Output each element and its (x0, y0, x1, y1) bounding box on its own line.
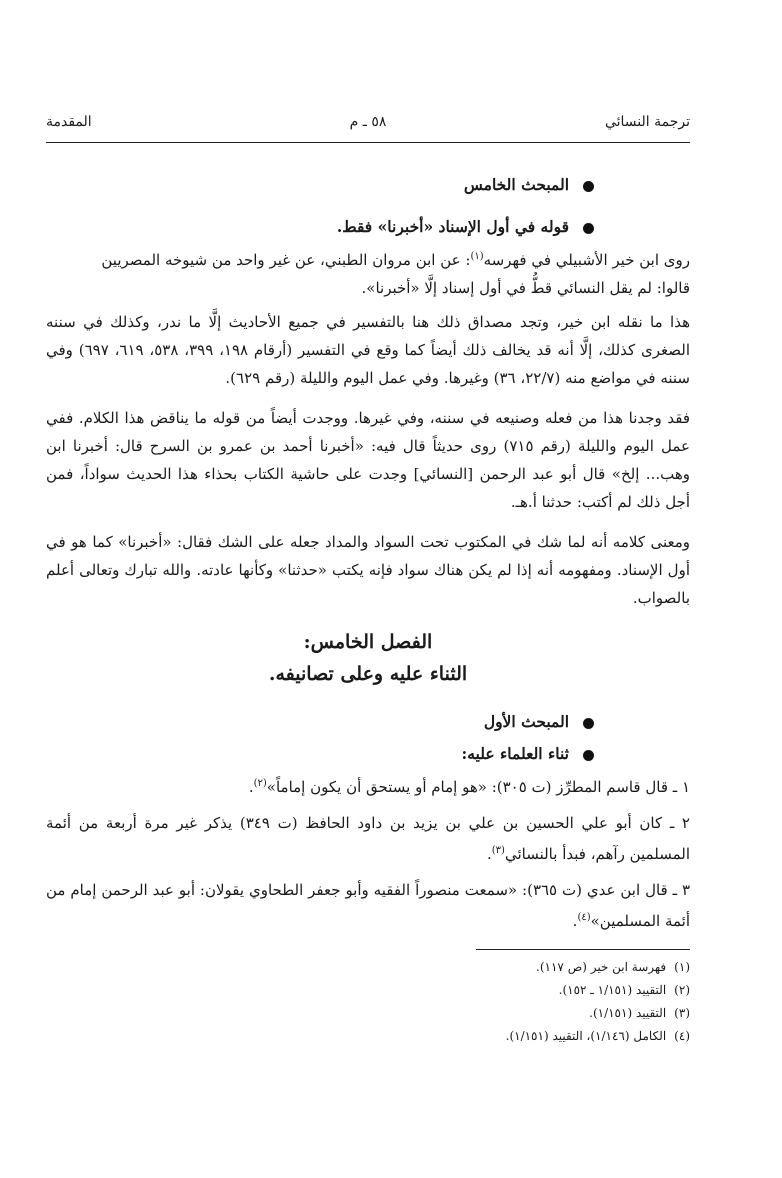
footnote-text: التقييد (١/١٥١). (589, 1006, 667, 1020)
list-item-text: ٢ ـ كان أبو علي الحسين بن علي بن يزيد بن داود الحافظ (ت ٣٤٩) يذكر غير مرة أربعة من أئمة المسلمين رآهم، فبدأ بالنسائي (46, 814, 690, 863)
footnote-text: فهرسة ابن خير (ص ١١٧). (536, 960, 667, 974)
paragraph-4: ومعنى كلامه أنه لما شك في المكتوب تحت السواد والمداد جعله على الشك فقال: «أخبرنا» كما هو في أول الإسناد. ومفهومه أنه إذا لم يكن هناك سواد فإنه يكتب «حدثنا» وكأنها عادته. والله تبارك وتعالى أعلم بالصواب. (46, 533, 690, 607)
bullet-icon (583, 750, 594, 761)
footnote-item (46, 1002, 690, 1025)
paragraph-3: فقد وجدنا هذا من فعله وصنيعه في سننه، وفي غيرها. ووجدت أيضاً من قوله ما يناقض هذا الكلام. ففي عمل اليوم والليلة (رقم ٧١٥) روى حديثاً قال فيه: «أخبرنا أحمد بن عمرو بن السرح قال: أخبرنا ابن وهب... إلخ» قال أبو عبد الرحمن [النسائي] وجدت على حاشية الكتاب بحذاء هذا الحديث سواداً، فمن أجل ذلك لم أكتب: حدثنا أ.هـ. (46, 409, 690, 511)
paragraph-1-text-b: : عن ابن مروان الطبني، عن غير واحد من شيوخه المصريين (101, 251, 471, 269)
book-page (46, 112, 690, 1072)
footnote-item (46, 1025, 690, 1048)
footnote-ref-4[interactable]: (٤) (577, 912, 591, 923)
footnote-number: (١) (674, 960, 690, 974)
chapter-subtitle: الثناء عليه وعلى تصانيفه. (268, 663, 468, 685)
header-book-title: ترجمة النسائي (604, 114, 690, 130)
footnote-ref-3[interactable]: (٣) (491, 845, 505, 856)
paragraph-1-text-a: روى ابن خير الأشبيلي في فهرسه (483, 251, 690, 269)
footnote-text: التقييد (١/١٥١ ـ ١٥٢). (558, 983, 667, 997)
bullet-icon (583, 718, 594, 729)
footnote-ref-2[interactable]: (٢) (253, 778, 267, 789)
footnote-number: (٤) (674, 1029, 690, 1043)
subsection-heading (46, 742, 690, 766)
list-item: ١ ـ قال قاسم المطرِّز (ت ٣٠٥): «هو إمام أو يستحق أن يكون إماماً»$^{(٢)}$. (248, 778, 690, 796)
section-heading (46, 710, 690, 734)
footnote-divider (476, 949, 690, 950)
section-heading-text: المبحث الأول (483, 712, 569, 731)
paragraph-2: هذا ما نقله ابن خير، وتجد مصداق ذلك هنا بالتفسير في جميع الأحاديث إلَّا ما ندر، وكذلك في سننه الصغرى كذلك، إلَّا أنه قد يخالف ذلك أيضاً كما وقع في التفسير (أرقام ١٩٨، ٣٩٩، ٥٣٨، ٦١٩، ٦٩٧) وفي سننه في مواضع منه (٢٢/٧، ٣٦) وغيرها. وفي عمل اليوم والليلة (رقم ٦٢٩). (46, 313, 690, 387)
header-section-title: المقدمة (46, 114, 92, 130)
header-page-number: ٥٨ ـ م (349, 114, 387, 130)
footnote-number: (٣) (674, 1006, 690, 1020)
subsection-heading-text: ثناء العلماء عليه: (461, 744, 569, 763)
paragraph-1 (46, 243, 690, 302)
footnote-number: (٢) (674, 983, 690, 997)
list-item: ٢ ـ كان أبو علي الحسين بن علي بن يزيد بن داود الحافظ (ت ٣٤٩) يذكر غير مرة أربعة من أئمة المسلمين رآهم، فبدأ بالنسائي$^{(٣)}$. (46, 814, 690, 863)
paragraph-1-text-c: قالوا: لم يقل النسائي قطُّ في أول إسناد إلَّا «أخبرنا». (361, 279, 690, 297)
chapter-title: الفصل الخامس: (303, 631, 433, 653)
running-header (46, 112, 690, 143)
footnote-text: الكامل (١/١٤٦)، التقييد (١/١٥١). (505, 1029, 667, 1043)
bullet-icon (583, 181, 594, 192)
section-heading-text: المبحث الخامس (463, 175, 569, 194)
section-heading (46, 173, 690, 197)
list-item-text: ١ ـ قال قاسم المطرِّز (ت ٣٠٥): «هو إمام أو يستحق أن يكون إماماً» (266, 778, 690, 796)
footnote-item (46, 979, 690, 1002)
footnote-ref-1[interactable]: (١) (470, 251, 484, 262)
list-item: ٣ ـ قال ابن عدي (ت ٣٦٥): «سمعت منصوراً الفقيه وأبو جعفر الطحاوي يقولان: أبو عبد الرحمن إمام من أئمة المسلمين»$^{(٤)}$. (46, 881, 690, 930)
footnotes-list (46, 956, 690, 1048)
bullet-icon (583, 223, 594, 234)
subsection-heading-text: قوله في أول الإسناد «أخبرنا» فقط. (336, 217, 569, 236)
footnote-item (46, 956, 690, 979)
list-item-text: ٣ ـ قال ابن عدي (ت ٣٦٥): «سمعت منصوراً الفقيه وأبو جعفر الطحاوي يقولان: أبو عبد الرحمن إمام من أئمة المسلمين» (46, 881, 690, 930)
subsection-heading (46, 215, 690, 239)
